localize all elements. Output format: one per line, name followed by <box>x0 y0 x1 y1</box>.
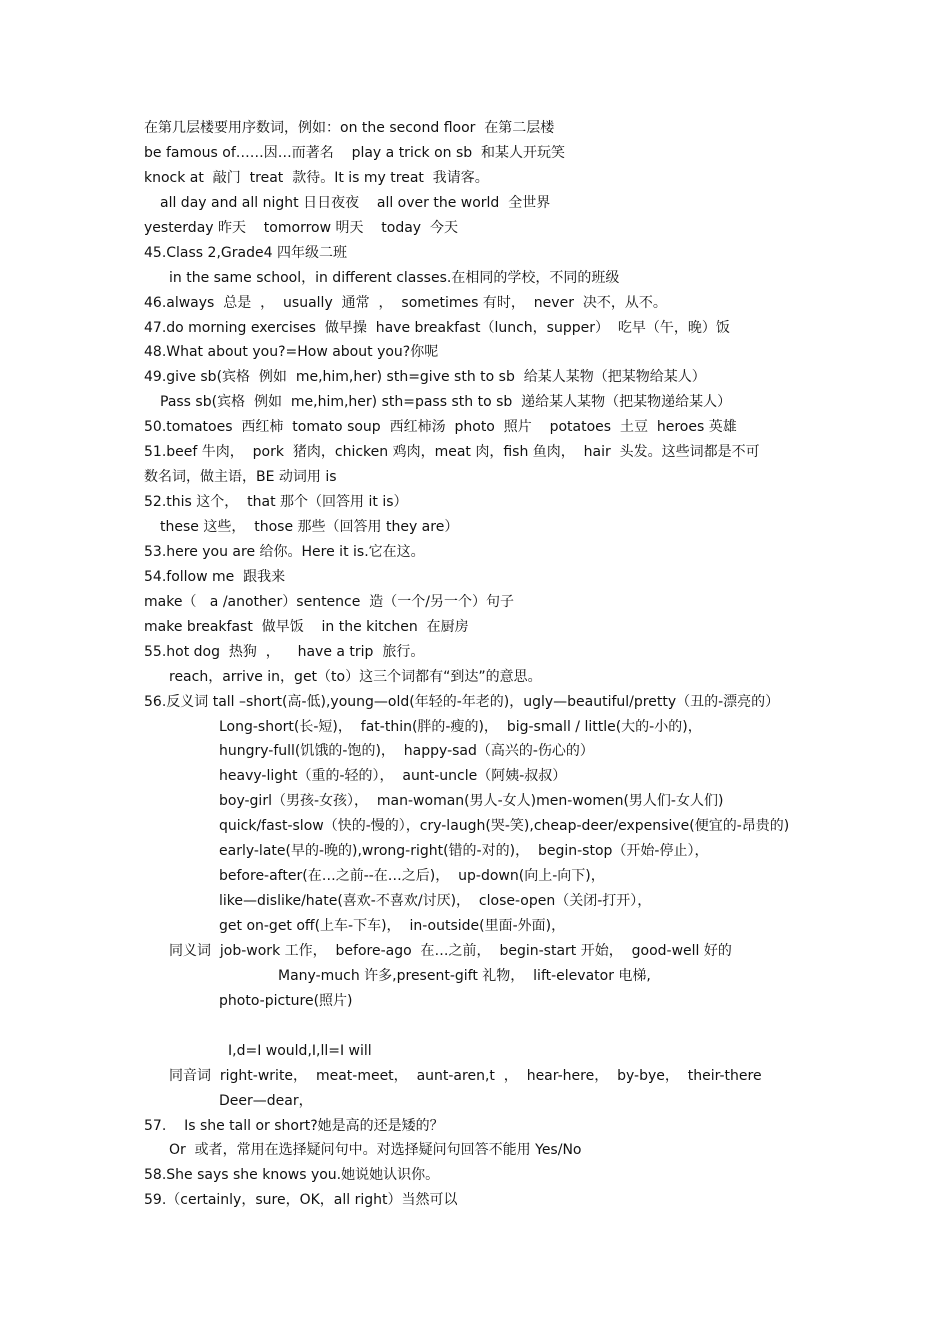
text-line: before-after(在…之前--在…之后)， up-down(向上-向下)， <box>219 868 605 885</box>
text-line: 47.do morning exercises 做早操 have breakfast（lunch，supper） 吃早（午，晚）饭 <box>144 319 730 336</box>
text-line: heavy-light（重的-轻的）， aunt-uncle（阿姨-叔叔） <box>219 768 567 785</box>
text-line: Deer—dear， <box>219 1092 313 1109</box>
text-line: 59.（certainly，sure，OK，all right）当然可以 <box>144 1192 458 1209</box>
text-line: reach，arrive in，get（to）这三个词都有“到达”的意思。 <box>169 668 542 685</box>
text-line: quick/fast-slow（快的-慢的），cry-laugh(哭-笑),cheap-deer/expensive(便宜的-昂贵的) <box>219 818 790 835</box>
text-line: like—dislike/hate(喜欢-不喜欢/讨厌)， close-open（关闭-打开）， <box>219 893 652 910</box>
text-line: 同音词 right-write， meat-meet， aunt-aren,t ， hear-here， by-bye， their-there <box>169 1067 762 1084</box>
text-line: yesterday 昨天 tomorrow 明天 today 今天 <box>144 219 458 236</box>
blank-line <box>144 1014 824 1039</box>
text-line: Pass sb(宾格 例如 me,him,her) sth=pass sth to sb 递给某人某物（把某物递给某人） <box>160 394 732 411</box>
text-line: in the same school，in different classes.在相同的学校，不同的班级 <box>169 269 620 286</box>
text-line: be famous of……因…而著名 play a trick on sb 和某人开玩笑 <box>144 144 566 161</box>
text-line: knock at 敲门 treat 款待。It is my treat 我请客。 <box>144 169 489 186</box>
text-line: Or 或者，常用在选择疑问句中。对选择疑问句回答不能用 Yes/No <box>169 1142 582 1159</box>
text-line: these 这些， those 那些（回答用 they are） <box>160 519 459 535</box>
text-line: 58.She says she knows you.她说她认识你。 <box>144 1167 440 1184</box>
text-line: 49.give sb(宾格 例如 me,him,her) sth=give sth to sb 给某人某物（把某物给某人） <box>144 369 706 386</box>
text-line: 51.beef 牛肉， pork 猪肉，chicken 鸡肉，meat 肉，fish 鱼肉， hair 头发。这些词都是不可 <box>144 444 760 461</box>
text-line: 46.always 总是 ， usually 通常 ， sometimes 有时， never 决不，从不。 <box>144 294 667 311</box>
text-line: 56.反义词 tall –short(高-低),young—old(年轻的-年老的)，ugly—beautiful/pretty（丑的-漂亮的） <box>144 693 780 710</box>
text-line: early-late(早的-晚的),wrong-right(错的-对的)， begin-stop（开始-停止）， <box>219 843 709 860</box>
text-line: 45.Class 2,Grade4 四年级二班 <box>144 244 347 261</box>
text-line: 57. Is she tall or short?她是高的还是矮的？ <box>144 1117 444 1134</box>
text-line: make breakfast 做早饭 in the kitchen 在厨房 <box>144 618 469 635</box>
text-line: all day and all night 日日夜夜 all over the world 全世界 <box>160 194 551 211</box>
text-line: I,d=I would,I,ll=I will <box>228 1042 372 1059</box>
text-line: 55.hot dog 热狗 ， have a trip 旅行。 <box>144 643 425 660</box>
text-line: 同义词 job-work 工作， before-ago 在…之前， begin-start 开始， good-well 好的 <box>169 942 732 959</box>
text-line: 50.tomatoes 西红柿 tomato soup 西红柿汤 photo 照片 potatoes 土豆 heroes 英雄 <box>144 419 737 436</box>
text-line: hungry-full(饥饿的-饱的)， happy-sad（高兴的-伤心的） <box>219 743 594 760</box>
text-line: make（ a /another）sentence 造（一个/另一个）句子 <box>144 593 514 610</box>
text-line: 54.follow me 跟我来 <box>144 568 286 585</box>
text-line: 52.this 这个， that 那个（回答用 it is） <box>144 494 408 511</box>
text-line: Many-much 许多,present-gift 礼物， lift-elevator 电梯, <box>278 967 651 984</box>
text-line: get on-get off(上车-下车)， in-outside(里面-外面)， <box>219 918 566 934</box>
text-line: 48.What about you?=How about you?你呢 <box>144 344 439 361</box>
text-line: Long-short(长-短)， fat-thin(胖的-瘦的)， big-small / little(大的-小的)， <box>219 718 702 735</box>
document-body <box>144 116 824 1213</box>
text-line: boy-girl（男孩-女孩）， man-woman(男人-女人)men-women(男人们-女人们) <box>219 793 724 810</box>
text-line: 数名词，做主语，BE 动词用 is <box>144 469 337 486</box>
text-line: 53.here you are 给你。Here it is.它在这。 <box>144 543 425 560</box>
text-line: 在第几层楼要用序数词，例如：on the second floor 在第二层楼 <box>144 120 555 136</box>
text-line: photo-picture(照片) <box>219 992 353 1009</box>
